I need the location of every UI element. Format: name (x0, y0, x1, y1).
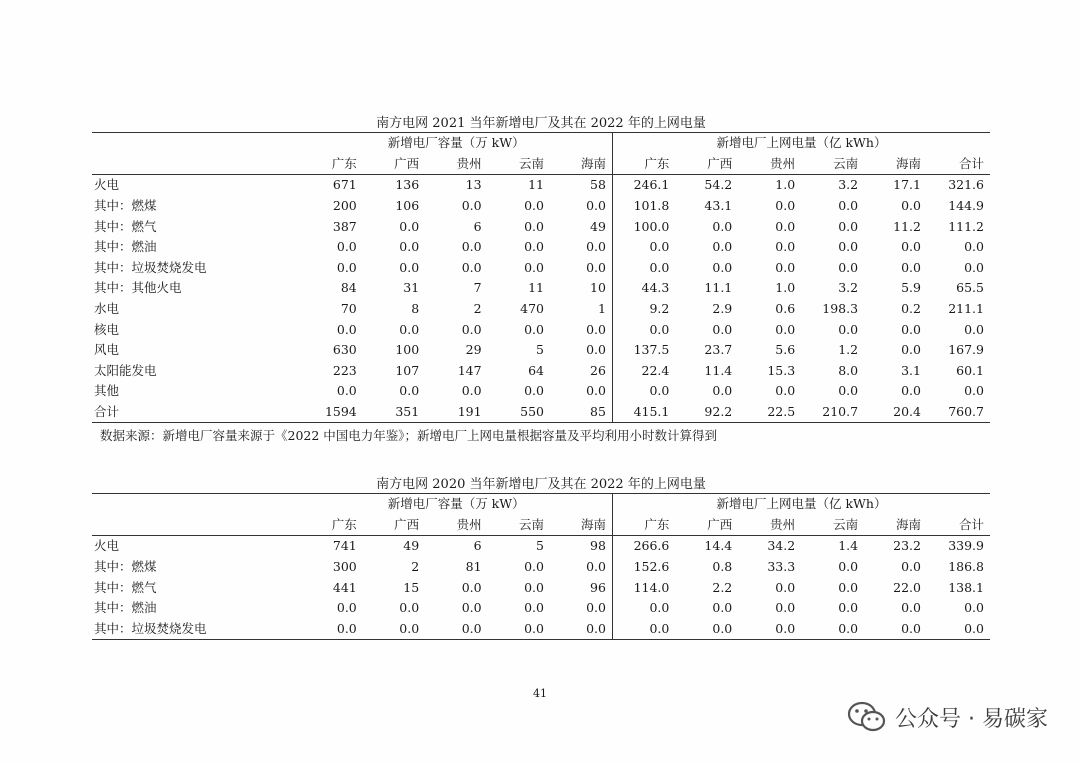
table-title: 南方电网 2020 当年新增电厂及其在 2022 年的上网电量 (376, 477, 706, 492)
generation-cell: 0.0 (712, 321, 733, 337)
generation-cell: 34.2 (767, 538, 796, 554)
generation-col-header: 贵州 (738, 154, 801, 175)
generation-group-header: 新增电厂上网电量（亿 kWh） (612, 133, 990, 154)
capacity-cell: 0.0 (461, 239, 482, 255)
generation-cell: 0.0 (964, 321, 984, 337)
generation-cell: 0.8 (712, 559, 733, 575)
capacity-cell: 200 (332, 198, 357, 214)
capacity-col-header: 云南 (488, 515, 550, 536)
table-row (92, 577, 990, 598)
table-row (92, 619, 990, 640)
table-row (92, 175, 990, 196)
table-row (92, 381, 990, 402)
generation-col-header: 云南 (801, 154, 864, 175)
capacity-cell: 70 (340, 301, 357, 317)
generation-cell: 137.5 (612, 340, 675, 361)
capacity-cell: 13 (465, 177, 482, 193)
row-label: 合计 (92, 402, 300, 423)
generation-cell: 0.0 (901, 559, 921, 575)
capacity-cell: 26 (590, 362, 606, 378)
row-label: 风电 (94, 342, 120, 358)
generation-cell: 22.5 (738, 402, 801, 423)
capacity-cell: 0.0 (399, 218, 420, 234)
generation-cell: 0.0 (712, 218, 733, 234)
generation-cell: 0.0 (901, 259, 921, 275)
generation-cell: 0.0 (964, 600, 984, 616)
generation-cell: 760.7 (927, 402, 990, 423)
capacity-cell: 6 (473, 538, 482, 554)
capacity-cell: 10 (590, 280, 606, 296)
generation-cell: 0.0 (712, 600, 733, 616)
generation-cell: 9.2 (612, 299, 675, 320)
capacity-cell: 351 (363, 402, 425, 423)
table-row (92, 299, 990, 320)
generation-cell: 114.0 (612, 577, 675, 598)
row-label: 其中：垃圾焚烧发电 (94, 259, 207, 275)
generation-cell: 0.0 (612, 258, 675, 279)
generation-cell: 415.1 (612, 402, 675, 423)
row-label: 其中：燃油 (94, 600, 157, 616)
capacity-cell: 0.0 (524, 321, 544, 337)
capacity-col-header: 广东 (300, 154, 362, 175)
generation-cell: 22.0 (893, 579, 921, 595)
capacity-cell: 107 (395, 362, 420, 378)
page-number: 41 (533, 687, 547, 700)
capacity-cell: 0.0 (399, 321, 420, 337)
capacity-cell: 96 (590, 579, 606, 595)
capacity-cell: 136 (395, 177, 420, 193)
capacity-col-header: 广东 (300, 515, 362, 536)
table-row (92, 598, 990, 619)
generation-cell: 23.2 (893, 538, 921, 554)
generation-cell: 0.0 (838, 198, 859, 214)
generation-cell: 0.0 (901, 600, 921, 616)
generation-cell: 0.0 (612, 319, 675, 340)
generation-cell: 0.0 (838, 239, 859, 255)
generation-cell: 321.6 (948, 177, 984, 193)
generation-cell: 5.9 (901, 280, 921, 296)
row-label: 太阳能发电 (94, 362, 157, 378)
generation-cell: 0.0 (927, 619, 990, 640)
row-label: 其中：其他火电 (94, 280, 182, 296)
row-label: 核电 (94, 321, 120, 337)
generation-group-header: 新增电厂上网电量（亿 kWh） (612, 494, 990, 515)
table-row (92, 361, 990, 382)
generation-cell: 211.1 (948, 301, 984, 317)
capacity-cell: 0.0 (336, 239, 357, 255)
capacity-cell: 11 (528, 177, 544, 193)
table-2020 (92, 477, 990, 640)
capacity-col-header: 海南 (550, 515, 612, 536)
table-row (92, 402, 990, 423)
table-row (92, 278, 990, 299)
generation-cell: 339.9 (948, 538, 984, 554)
generation-cell: 1.0 (775, 177, 796, 193)
capacity-cell: 0.0 (461, 259, 482, 275)
capacity-cell: 0.0 (336, 383, 357, 399)
capacity-cell: 0.0 (586, 342, 606, 358)
generation-cell: 0.0 (612, 619, 675, 640)
capacity-cell: 49 (590, 218, 606, 234)
capacity-group-header: 新增电厂容量（万 kW） (300, 133, 612, 154)
generation-cell: 1.0 (775, 280, 796, 296)
row-label: 水电 (94, 301, 120, 317)
generation-cell: 210.7 (801, 402, 864, 423)
table-row (92, 258, 990, 279)
capacity-cell: 0.0 (399, 239, 420, 255)
capacity-cell: 1594 (300, 402, 362, 423)
generation-cell: 0.0 (775, 259, 796, 275)
generation-cell: 65.5 (956, 280, 984, 296)
capacity-cell: 0.0 (524, 218, 544, 234)
table-row (92, 340, 990, 361)
capacity-cell: 0.0 (461, 383, 482, 399)
row-label: 其中：燃油 (94, 239, 157, 255)
generation-cell: 0.0 (775, 579, 796, 595)
generation-cell: 0.0 (901, 198, 921, 214)
generation-cell: 138.1 (948, 579, 984, 595)
generation-cell: 0.0 (864, 619, 927, 640)
capacity-cell: 11 (528, 280, 544, 296)
capacity-cell: 6 (473, 218, 482, 234)
generation-cell: 167.9 (948, 342, 984, 358)
generation-cell: 44.3 (612, 278, 675, 299)
row-label: 其中：燃气 (94, 579, 157, 595)
generation-cell: 2.2 (712, 579, 733, 595)
generation-cell: 0.0 (801, 619, 864, 640)
capacity-cell: 0.0 (524, 559, 544, 575)
capacity-cell: 0.0 (586, 259, 606, 275)
capacity-cell: 223 (332, 362, 357, 378)
generation-cell: 0.0 (964, 383, 984, 399)
capacity-cell: 0.0 (524, 259, 544, 275)
generation-cell: 0.0 (775, 600, 796, 616)
generation-cell: 22.4 (612, 361, 675, 382)
generation-cell: 11.1 (704, 280, 733, 296)
generation-cell: 0.0 (612, 381, 675, 402)
generation-cell: 33.3 (767, 559, 796, 575)
capacity-cell: 0.0 (586, 198, 606, 214)
capacity-cell: 0.0 (461, 198, 482, 214)
generation-col-header: 广西 (675, 154, 738, 175)
generation-cell: 0.0 (712, 239, 733, 255)
table-row (92, 557, 990, 578)
generation-cell: 1.2 (838, 342, 859, 358)
generation-cell: 0.0 (901, 321, 921, 337)
generation-cell: 0.0 (712, 383, 733, 399)
generation-col-header: 合计 (927, 154, 990, 175)
watermark-text: 公众号 · 易碳家 (895, 706, 1048, 732)
capacity-cell: 5 (536, 342, 544, 358)
table-row (92, 196, 990, 217)
generation-cell: 11.4 (704, 362, 733, 378)
row-label: 其中：燃煤 (94, 559, 157, 575)
generation-cell: 43.1 (704, 198, 733, 214)
table-row (92, 237, 990, 258)
generation-cell: 3.2 (838, 177, 859, 193)
capacity-cell: 0.0 (425, 619, 487, 640)
capacity-cell: 191 (425, 402, 487, 423)
generation-cell: 0.0 (901, 239, 921, 255)
capacity-cell: 0.0 (524, 579, 544, 595)
generation-col-header: 海南 (864, 154, 927, 175)
capacity-cell: 1 (598, 301, 606, 317)
generation-col-header: 广东 (612, 154, 675, 175)
generation-cell: 0.0 (612, 598, 675, 619)
capacity-cell: 441 (332, 579, 357, 595)
generation-col-header: 云南 (801, 515, 864, 536)
generation-cell: 14.4 (704, 538, 733, 554)
capacity-cell: 0.0 (586, 239, 606, 255)
generation-cell: 1.4 (838, 538, 859, 554)
capacity-cell: 64 (528, 362, 544, 378)
capacity-cell: 0.0 (524, 600, 544, 616)
table-row (92, 536, 990, 557)
generation-col-header: 合计 (927, 515, 990, 536)
generation-cell: 54.2 (704, 177, 733, 193)
table-body (92, 175, 990, 423)
generation-col-header: 贵州 (738, 515, 801, 536)
generation-col-header: 广东 (612, 515, 675, 536)
capacity-cell: 387 (332, 218, 357, 234)
row-label: 火电 (94, 538, 120, 554)
generation-cell: 8.0 (838, 362, 859, 378)
capacity-cell: 147 (457, 362, 482, 378)
generation-cell: 101.8 (612, 196, 675, 217)
capacity-cell: 31 (403, 280, 420, 296)
watermark (847, 700, 1048, 734)
capacity-cell: 0.0 (336, 259, 357, 275)
capacity-cell: 0.0 (488, 619, 550, 640)
column-header-row (92, 154, 990, 175)
capacity-col-header: 云南 (488, 154, 550, 175)
generation-cell: 3.1 (901, 362, 921, 378)
generation-col-header: 海南 (864, 515, 927, 536)
generation-cell: 0.0 (838, 579, 859, 595)
capacity-cell: 58 (590, 177, 606, 193)
capacity-cell: 0.0 (399, 259, 420, 275)
capacity-cell: 0.0 (461, 321, 482, 337)
generation-cell: 0.0 (775, 198, 796, 214)
capacity-cell: 0.0 (586, 321, 606, 337)
capacity-col-header: 贵州 (425, 515, 487, 536)
row-label: 其他 (94, 383, 120, 399)
generation-cell: 0.0 (964, 239, 984, 255)
capacity-cell: 98 (590, 538, 606, 554)
capacity-cell: 470 (520, 301, 544, 317)
capacity-cell: 49 (403, 538, 420, 554)
generation-cell: 2.9 (712, 301, 733, 317)
capacity-col-header: 广西 (363, 154, 425, 175)
generation-cell: 266.6 (612, 536, 675, 557)
generation-cell: 111.2 (948, 218, 984, 234)
data-table (92, 132, 990, 423)
capacity-cell: 0.0 (461, 600, 482, 616)
generation-cell: 0.0 (612, 237, 675, 258)
generation-cell: 0.0 (775, 383, 796, 399)
generation-cell: 0.0 (838, 559, 859, 575)
generation-cell: 0.0 (838, 600, 859, 616)
capacity-cell: 100 (395, 342, 420, 358)
capacity-cell: 0.0 (336, 321, 357, 337)
generation-cell: 11.2 (893, 218, 921, 234)
capacity-cell: 5 (536, 538, 544, 554)
wechat-icon (847, 700, 887, 734)
data-table (92, 493, 990, 640)
capacity-cell: 300 (332, 559, 357, 575)
generation-cell: 0.0 (838, 218, 859, 234)
generation-cell: 0.0 (675, 619, 738, 640)
table-body (92, 536, 990, 640)
generation-cell: 23.7 (704, 342, 733, 358)
source-note: 数据来源：新增电厂容量来源于《2022 中国电力年鉴》；新增电厂上网电量根据容量及平均利用小时数计算得到 (100, 428, 718, 443)
generation-cell: 198.3 (822, 301, 859, 317)
capacity-cell: 550 (488, 402, 550, 423)
table-2021 (92, 116, 990, 423)
generation-cell: 0.0 (712, 259, 733, 275)
table-row (92, 319, 990, 340)
generation-cell: 5.6 (775, 342, 796, 358)
generation-cell: 60.1 (956, 362, 984, 378)
generation-cell: 0.0 (775, 239, 796, 255)
column-header-row (92, 515, 990, 536)
capacity-cell: 8 (411, 301, 420, 317)
generation-cell: 0.0 (738, 619, 801, 640)
generation-cell: 3.2 (838, 280, 859, 296)
capacity-cell: 0.0 (586, 600, 606, 616)
generation-cell: 0.0 (775, 218, 796, 234)
generation-cell: 0.0 (838, 321, 859, 337)
row-label: 其中：燃气 (94, 218, 157, 234)
capacity-cell: 0.0 (363, 619, 425, 640)
generation-cell: 100.0 (612, 216, 675, 237)
generation-cell: 17.1 (893, 177, 921, 193)
generation-cell: 92.2 (675, 402, 738, 423)
capacity-cell: 0.0 (524, 198, 544, 214)
generation-cell: 0.0 (901, 383, 921, 399)
generation-cell: 0.0 (775, 321, 796, 337)
capacity-cell: 0.0 (586, 559, 606, 575)
generation-cell: 0.0 (901, 342, 921, 358)
generation-cell: 152.6 (612, 557, 675, 578)
table-title: 南方电网 2021 当年新增电厂及其在 2022 年的上网电量 (376, 116, 706, 131)
capacity-group-header: 新增电厂容量（万 kW） (300, 494, 612, 515)
row-label: 其中：燃煤 (94, 198, 157, 214)
capacity-cell: 0.0 (524, 239, 544, 255)
capacity-cell: 29 (465, 342, 482, 358)
generation-cell: 0.6 (775, 301, 796, 317)
capacity-cell: 0.0 (399, 383, 420, 399)
generation-cell: 20.4 (864, 402, 927, 423)
capacity-cell: 630 (332, 342, 357, 358)
capacity-cell: 741 (332, 538, 357, 554)
capacity-cell: 106 (395, 198, 420, 214)
capacity-cell: 0.0 (586, 383, 606, 399)
generation-cell: 0.0 (838, 383, 859, 399)
capacity-cell: 15 (403, 579, 420, 595)
capacity-col-header: 贵州 (425, 154, 487, 175)
capacity-cell: 0.0 (550, 619, 612, 640)
capacity-cell: 7 (473, 280, 482, 296)
capacity-cell: 2 (473, 301, 482, 317)
capacity-cell: 0.0 (399, 600, 420, 616)
capacity-cell: 0.0 (524, 383, 544, 399)
capacity-col-header: 广西 (363, 515, 425, 536)
generation-col-header: 广西 (675, 515, 738, 536)
capacity-cell: 81 (465, 559, 482, 575)
generation-cell: 15.3 (767, 362, 796, 378)
capacity-cell: 85 (550, 402, 612, 423)
row-label: 其中：垃圾焚烧发电 (92, 619, 300, 640)
generation-cell: 0.2 (901, 301, 921, 317)
capacity-col-header: 海南 (550, 154, 612, 175)
capacity-cell: 0.0 (336, 600, 357, 616)
capacity-cell: 0.0 (300, 619, 362, 640)
table-row (92, 216, 990, 237)
generation-cell: 144.9 (948, 198, 984, 214)
capacity-cell: 671 (332, 177, 357, 193)
generation-cell: 0.0 (964, 259, 984, 275)
generation-cell: 0.0 (838, 259, 859, 275)
generation-cell: 186.8 (948, 559, 984, 575)
row-label: 火电 (94, 177, 120, 193)
capacity-cell: 2 (411, 559, 420, 575)
generation-cell: 246.1 (612, 175, 675, 196)
capacity-cell: 0.0 (461, 579, 482, 595)
capacity-cell: 84 (340, 280, 357, 296)
